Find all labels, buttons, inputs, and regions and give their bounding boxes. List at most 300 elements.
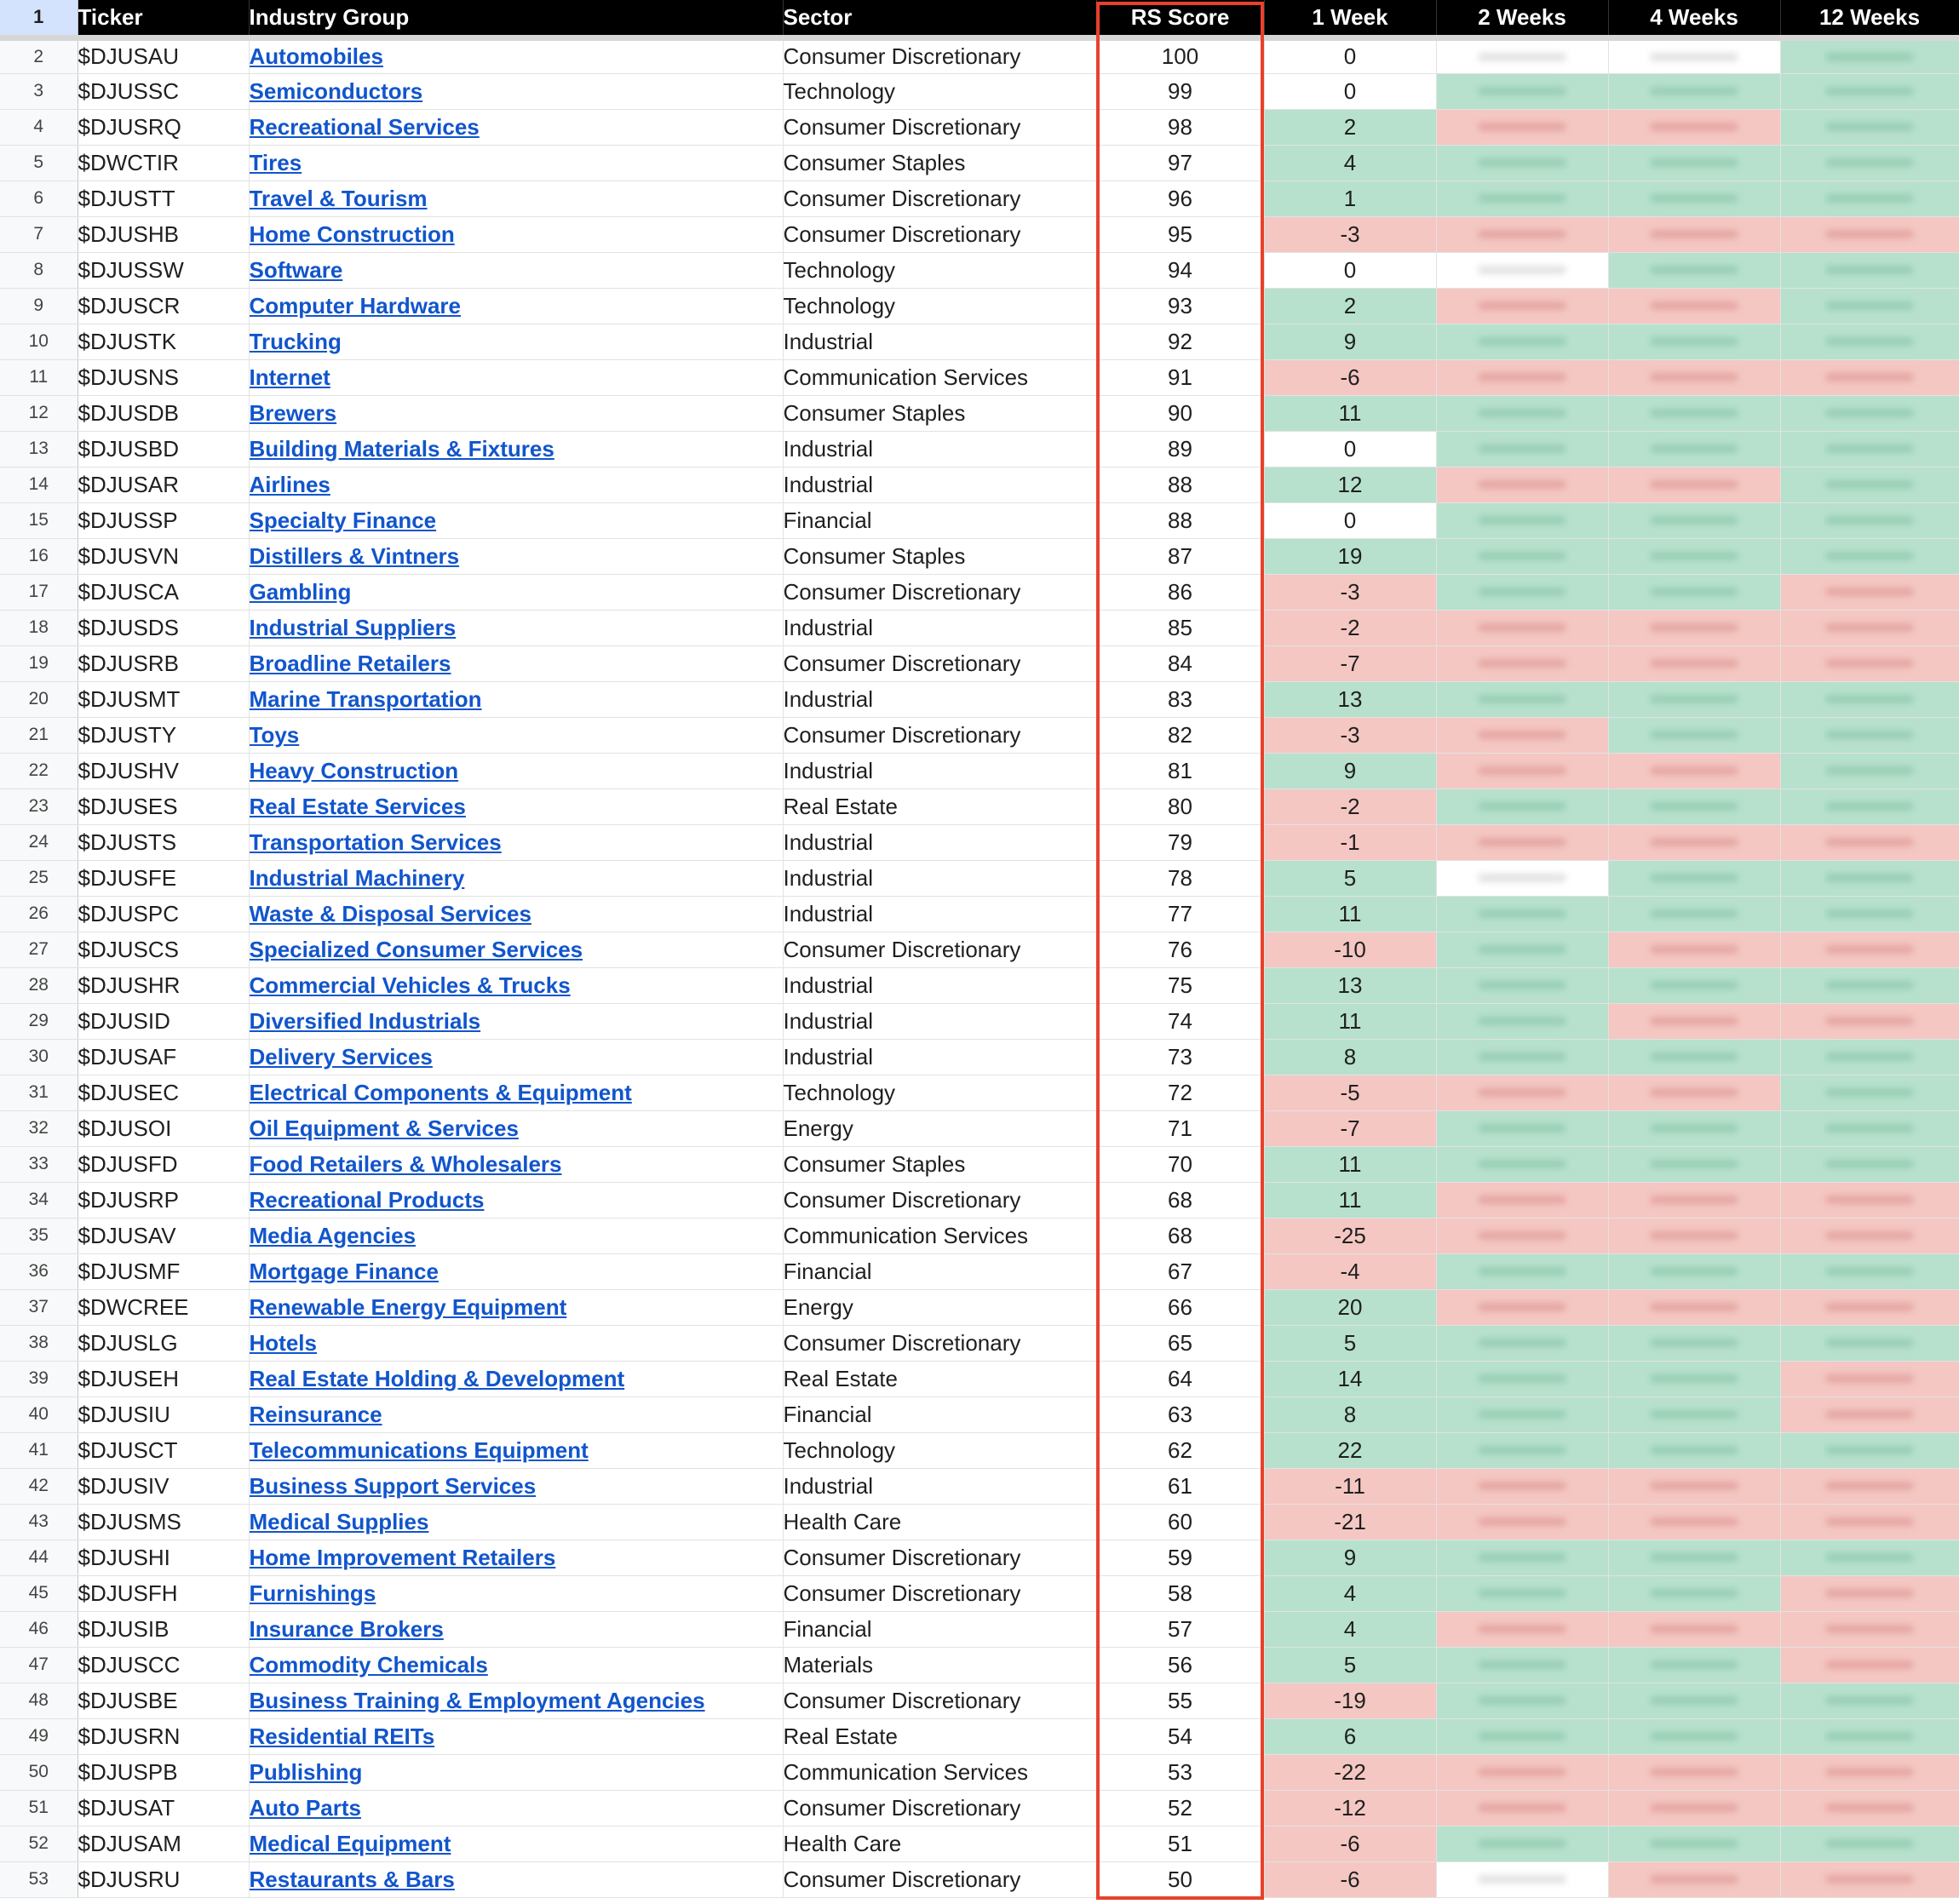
week12-change-cell[interactable] [1780,932,1959,967]
sector-cell[interactable]: Industrial [783,610,1096,645]
week4-change-cell[interactable] [1608,1396,1780,1432]
row-number[interactable]: 17 [0,574,78,610]
ticker-cell[interactable]: $DJUSAU [78,37,249,73]
ticker-cell[interactable]: $DJUSTK [78,324,249,359]
week12-change-cell[interactable] [1780,1218,1959,1253]
row-number[interactable]: 39 [0,1361,78,1396]
week4-change-cell[interactable] [1608,467,1780,502]
week4-change-cell[interactable] [1608,1253,1780,1289]
ticker-cell[interactable]: $DJUSMF [78,1253,249,1289]
week4-change-cell[interactable] [1608,1003,1780,1039]
week12-change-cell[interactable] [1780,1432,1959,1468]
week4-change-cell[interactable] [1608,967,1780,1003]
industry-group-cell[interactable] [249,1361,783,1396]
industry-group-link[interactable]: Broadline Retailers [249,650,451,676]
ticker-cell[interactable]: $DJUSAV [78,1218,249,1253]
ticker-cell[interactable]: $DJUSMT [78,681,249,717]
row-number[interactable]: 7 [0,216,78,252]
row-number[interactable]: 27 [0,932,78,967]
row-number[interactable]: 36 [0,1253,78,1289]
week1-change-cell[interactable]: -2 [1264,610,1436,645]
week12-change-cell[interactable] [1780,860,1959,896]
week2-change-cell[interactable] [1436,1110,1608,1146]
row-number[interactable]: 32 [0,1110,78,1146]
sector-cell[interactable]: Industrial [783,753,1096,789]
row-number[interactable]: 53 [0,1861,78,1897]
week4-change-cell[interactable] [1608,1075,1780,1110]
week1-change-cell[interactable]: -6 [1264,1861,1436,1897]
week1-change-cell[interactable]: -12 [1264,1790,1436,1826]
row-number[interactable]: 33 [0,1146,78,1182]
industry-group-link[interactable]: Commodity Chemicals [249,1651,488,1677]
row-number[interactable]: 5 [0,145,78,181]
industry-group-link[interactable]: Specialty Finance [249,507,437,533]
week2-change-cell[interactable] [1436,1754,1608,1790]
week12-change-cell[interactable] [1780,1396,1959,1432]
rs-score-cell[interactable]: 52 [1096,1790,1264,1826]
industry-group-link[interactable]: Home Improvement Retailers [249,1544,556,1570]
week4-change-cell[interactable] [1608,1790,1780,1826]
week1-change-cell[interactable]: 11 [1264,395,1436,431]
week12-change-cell[interactable] [1780,824,1959,860]
sector-cell[interactable]: Industrial [783,1039,1096,1075]
industry-group-link[interactable]: Industrial Machinery [249,864,465,891]
rs-score-header[interactable]: RS Score [1096,0,1264,37]
sector-cell[interactable]: Consumer Discretionary [783,717,1096,753]
week4-change-cell[interactable] [1608,359,1780,395]
week4-change-cell[interactable] [1608,789,1780,824]
rs-score-cell[interactable]: 91 [1096,359,1264,395]
rs-score-cell[interactable]: 59 [1096,1540,1264,1575]
ticker-cell[interactable]: $DJUSMS [78,1504,249,1540]
industry-group-link[interactable]: Commercial Vehicles & Trucks [249,972,571,998]
week4-change-cell[interactable] [1608,181,1780,216]
rs-score-cell[interactable]: 83 [1096,681,1264,717]
week4-change-cell[interactable] [1608,1468,1780,1504]
week1-change-cell[interactable]: 1 [1264,181,1436,216]
week2-change-cell[interactable] [1436,288,1608,324]
row-number[interactable]: 50 [0,1754,78,1790]
week1-change-cell[interactable]: 11 [1264,1182,1436,1218]
industry-group-link[interactable]: Insurance Brokers [249,1615,444,1642]
week1-change-cell[interactable]: 0 [1264,73,1436,109]
industry-group-cell[interactable] [249,860,783,896]
ticker-cell[interactable]: $DJUSFE [78,860,249,896]
week4-change-cell[interactable] [1608,1861,1780,1897]
week1-change-cell[interactable]: -6 [1264,1826,1436,1861]
week12-change-cell[interactable] [1780,1611,1959,1647]
industry-group-link[interactable]: Oil Equipment & Services [249,1115,519,1141]
rs-score-cell[interactable]: 65 [1096,1325,1264,1361]
industry-group-header[interactable]: Industry Group [249,0,783,37]
ticker-cell[interactable]: $DJUSCT [78,1432,249,1468]
week12-change-cell[interactable] [1780,1075,1959,1110]
rs-score-cell[interactable]: 88 [1096,467,1264,502]
sector-cell[interactable]: Consumer Discretionary [783,932,1096,967]
rs-score-cell[interactable]: 99 [1096,73,1264,109]
week2-change-cell[interactable] [1436,1003,1608,1039]
week12-change-cell[interactable] [1780,1683,1959,1718]
industry-group-cell[interactable] [249,932,783,967]
week4-change-cell[interactable] [1608,1039,1780,1075]
rs-score-cell[interactable]: 78 [1096,860,1264,896]
week1-change-cell[interactable]: 2 [1264,288,1436,324]
industry-group-link[interactable]: Media Agencies [249,1222,417,1248]
ticker-cell[interactable]: $DJUSHR [78,967,249,1003]
sector-cell[interactable]: Consumer Staples [783,1146,1096,1182]
week1-change-cell[interactable]: -7 [1264,645,1436,681]
ticker-cell[interactable]: $DJUSAM [78,1826,249,1861]
week2-change-cell[interactable] [1436,1826,1608,1861]
industry-group-link[interactable]: Airlines [249,471,330,497]
industry-group-cell[interactable] [249,574,783,610]
row-number[interactable]: 51 [0,1790,78,1826]
row-number[interactable]: 34 [0,1182,78,1218]
week4-change-cell[interactable] [1608,252,1780,288]
week1-change-cell[interactable]: 2 [1264,109,1436,145]
week4-change-cell[interactable] [1608,1683,1780,1718]
ticker-cell[interactable]: $DJUSCA [78,574,249,610]
week1-change-cell[interactable]: 0 [1264,431,1436,467]
week2-change-cell[interactable] [1436,181,1608,216]
sector-cell[interactable]: Consumer Discretionary [783,1325,1096,1361]
rs-score-cell[interactable]: 94 [1096,252,1264,288]
industry-group-link[interactable]: Restaurants & Bars [249,1866,455,1892]
ticker-cell[interactable]: $DJUSTS [78,824,249,860]
sector-cell[interactable]: Industrial [783,967,1096,1003]
industry-group-cell[interactable] [249,1718,783,1754]
row-number[interactable]: 35 [0,1218,78,1253]
ticker-cell[interactable]: $DJUSDS [78,610,249,645]
ticker-cell[interactable]: $DJUSFH [78,1575,249,1611]
week12-change-cell[interactable] [1780,395,1959,431]
industry-group-link[interactable]: Auto Parts [249,1794,361,1821]
sector-cell[interactable]: Energy [783,1289,1096,1325]
ticker-cell[interactable]: $DJUSID [78,1003,249,1039]
row-number[interactable]: 29 [0,1003,78,1039]
industry-group-cell[interactable] [249,1110,783,1146]
industry-group-cell[interactable] [249,1253,783,1289]
week1-change-cell[interactable]: 0 [1264,37,1436,73]
week2-change-cell[interactable] [1436,717,1608,753]
rs-score-cell[interactable]: 62 [1096,1432,1264,1468]
row-number[interactable]: 19 [0,645,78,681]
rs-score-cell[interactable]: 51 [1096,1826,1264,1861]
week4-change-cell[interactable] [1608,574,1780,610]
week1-change-cell[interactable]: 11 [1264,1146,1436,1182]
industry-group-cell[interactable] [249,824,783,860]
sector-cell[interactable]: Industrial [783,1003,1096,1039]
week4-change-cell[interactable] [1608,610,1780,645]
industry-group-cell[interactable] [249,359,783,395]
sector-cell[interactable]: Technology [783,288,1096,324]
week1-change-cell[interactable]: 20 [1264,1289,1436,1325]
week1-change-cell[interactable]: 12 [1264,467,1436,502]
sector-cell[interactable]: Consumer Staples [783,145,1096,181]
industry-group-link[interactable]: Computer Hardware [249,292,461,318]
row-number[interactable]: 31 [0,1075,78,1110]
sector-cell[interactable]: Consumer Staples [783,395,1096,431]
industry-group-cell[interactable] [249,1611,783,1647]
ticker-cell[interactable]: $DJUSCS [78,932,249,967]
week1-change-cell[interactable]: -25 [1264,1218,1436,1253]
week4-change-cell[interactable] [1608,1754,1780,1790]
row-number[interactable]: 42 [0,1468,78,1504]
sector-cell[interactable]: Industrial [783,431,1096,467]
week4-change-cell[interactable] [1608,1432,1780,1468]
ticker-cell[interactable]: $DWCTIR [78,145,249,181]
industry-group-cell[interactable] [249,395,783,431]
industry-group-link[interactable]: Real Estate Services [249,793,466,819]
week2-change-cell[interactable] [1436,1396,1608,1432]
sector-cell[interactable]: Financial [783,1253,1096,1289]
ticker-cell[interactable]: $DJUSES [78,789,249,824]
week1-change-cell[interactable]: -3 [1264,216,1436,252]
ticker-cell[interactable]: $DJUSLG [78,1325,249,1361]
ticker-cell[interactable]: $DJUSSW [78,252,249,288]
week1-change-cell[interactable]: -7 [1264,1110,1436,1146]
row-number[interactable]: 43 [0,1504,78,1540]
sector-cell[interactable]: Consumer Discretionary [783,1861,1096,1897]
industry-group-link[interactable]: Transportation Services [249,829,502,855]
week1-change-cell[interactable]: 5 [1264,1647,1436,1683]
rs-score-cell[interactable]: 73 [1096,1039,1264,1075]
sector-cell[interactable]: Consumer Discretionary [783,574,1096,610]
sector-cell[interactable]: Industrial [783,467,1096,502]
industry-group-link[interactable]: Specialized Consumer Services [249,936,583,962]
rs-score-cell[interactable]: 74 [1096,1003,1264,1039]
ticker-cell[interactable]: $DJUSNS [78,359,249,395]
industry-group-link[interactable]: Tires [249,149,302,175]
week2-change-cell[interactable] [1436,1718,1608,1754]
industry-group-cell[interactable] [249,789,783,824]
row-number[interactable]: 24 [0,824,78,860]
ticker-cell[interactable]: $DJUSRB [78,645,249,681]
row-number[interactable]: 21 [0,717,78,753]
ticker-cell[interactable]: $DJUSRQ [78,109,249,145]
sector-header[interactable]: Sector [783,0,1096,37]
industry-group-link[interactable]: Building Materials & Fixtures [249,435,554,462]
week1-change-cell[interactable]: 9 [1264,1540,1436,1575]
sector-cell[interactable]: Real Estate [783,1718,1096,1754]
week4-change-cell[interactable] [1608,1361,1780,1396]
week1-change-cell[interactable]: -21 [1264,1504,1436,1540]
week12-change-cell[interactable] [1780,753,1959,789]
ticker-cell[interactable]: $DJUSBE [78,1683,249,1718]
industry-group-cell[interactable] [249,538,783,574]
week1-change-cell[interactable]: 4 [1264,1575,1436,1611]
week2-change-cell[interactable] [1436,824,1608,860]
rs-score-cell[interactable]: 76 [1096,932,1264,967]
row-number[interactable]: 25 [0,860,78,896]
week1-change-cell[interactable]: 9 [1264,753,1436,789]
week12-change-cell[interactable] [1780,645,1959,681]
week4-change-cell[interactable] [1608,1218,1780,1253]
industry-group-link[interactable]: Telecommunications Equipment [249,1437,589,1463]
industry-group-link[interactable]: Business Training & Employment Agencies [249,1687,705,1713]
rs-score-cell[interactable]: 89 [1096,431,1264,467]
industry-group-cell[interactable] [249,502,783,538]
row-number[interactable]: 52 [0,1826,78,1861]
industry-group-link[interactable]: Distillers & Vintners [249,542,460,569]
row-number[interactable]: 23 [0,789,78,824]
industry-group-cell[interactable] [249,753,783,789]
week12-change-cell[interactable] [1780,1540,1959,1575]
industry-group-cell[interactable] [249,896,783,932]
week12-change-cell[interactable] [1780,359,1959,395]
rs-score-cell[interactable]: 72 [1096,1075,1264,1110]
week1-change-cell[interactable]: 9 [1264,324,1436,359]
week4-change-cell[interactable] [1608,824,1780,860]
ticker-cell[interactable]: $DJUSHI [78,1540,249,1575]
rs-score-cell[interactable]: 57 [1096,1611,1264,1647]
industry-group-cell[interactable] [249,1540,783,1575]
week1-change-cell[interactable]: 8 [1264,1396,1436,1432]
sector-cell[interactable]: Materials [783,1647,1096,1683]
ticker-cell[interactable]: $DJUSVN [78,538,249,574]
rs-score-cell[interactable]: 61 [1096,1468,1264,1504]
industry-group-link[interactable]: Semiconductors [249,77,423,104]
row-number[interactable]: 16 [0,538,78,574]
week1-change-cell[interactable]: 13 [1264,681,1436,717]
rs-score-cell[interactable]: 64 [1096,1361,1264,1396]
industry-group-cell[interactable] [249,1683,783,1718]
week4-change-cell[interactable] [1608,538,1780,574]
week2-change-cell[interactable] [1436,431,1608,467]
week2-change-cell[interactable] [1436,1361,1608,1396]
rs-score-cell[interactable]: 86 [1096,574,1264,610]
sector-cell[interactable]: Consumer Discretionary [783,109,1096,145]
week4-change-cell[interactable] [1608,288,1780,324]
row-number[interactable]: 3 [0,73,78,109]
rs-score-cell[interactable]: 95 [1096,216,1264,252]
rs-score-cell[interactable]: 67 [1096,1253,1264,1289]
row-number[interactable]: 47 [0,1647,78,1683]
week12-change-cell[interactable] [1780,73,1959,109]
week12-change-cell[interactable] [1780,717,1959,753]
week12-change-cell[interactable] [1780,1289,1959,1325]
week4-change-cell[interactable] [1608,1826,1780,1861]
row-number[interactable]: 20 [0,681,78,717]
industry-group-cell[interactable] [249,1432,783,1468]
week4-change-cell[interactable] [1608,1718,1780,1754]
industry-group-cell[interactable] [249,610,783,645]
week4-change-cell[interactable] [1608,717,1780,753]
ticker-cell[interactable]: $DJUSAT [78,1790,249,1826]
week4-change-cell[interactable] [1608,145,1780,181]
row-number[interactable]: 4 [0,109,78,145]
industry-group-cell[interactable] [249,109,783,145]
industry-group-cell[interactable] [249,1754,783,1790]
industry-group-link[interactable]: Toys [249,721,300,748]
sector-cell[interactable]: Financial [783,1396,1096,1432]
week1-change-cell[interactable]: 11 [1264,1003,1436,1039]
week2-change-cell[interactable] [1436,1075,1608,1110]
row-number[interactable]: 8 [0,252,78,288]
ticker-cell[interactable]: $DJUSAF [78,1039,249,1075]
rs-score-cell[interactable]: 63 [1096,1396,1264,1432]
ticker-cell[interactable]: $DJUSPB [78,1754,249,1790]
week4-header[interactable]: 4 Weeks [1608,0,1780,37]
week1-change-cell[interactable]: -1 [1264,824,1436,860]
row-number[interactable]: 14 [0,467,78,502]
sector-cell[interactable]: Technology [783,1075,1096,1110]
week1-change-cell[interactable]: -19 [1264,1683,1436,1718]
sector-cell[interactable]: Industrial [783,896,1096,932]
week4-change-cell[interactable] [1608,1647,1780,1683]
week4-change-cell[interactable] [1608,1110,1780,1146]
week2-change-cell[interactable] [1436,896,1608,932]
rs-score-cell[interactable]: 71 [1096,1110,1264,1146]
industry-group-cell[interactable] [249,645,783,681]
week4-change-cell[interactable] [1608,932,1780,967]
ticker-cell[interactable]: $DJUSTT [78,181,249,216]
week1-change-cell[interactable]: -10 [1264,932,1436,967]
week2-change-cell[interactable] [1436,538,1608,574]
industry-group-link[interactable]: Automobiles [249,43,383,69]
industry-group-cell[interactable] [249,1861,783,1897]
industry-group-link[interactable]: Renewable Energy Equipment [249,1293,567,1320]
sector-cell[interactable]: Industrial [783,324,1096,359]
week12-change-cell[interactable] [1780,145,1959,181]
industry-group-cell[interactable] [249,1075,783,1110]
ticker-cell[interactable]: $DJUSEH [78,1361,249,1396]
week2-change-cell[interactable] [1436,1611,1608,1647]
row-number[interactable]: 30 [0,1039,78,1075]
rs-score-cell[interactable]: 50 [1096,1861,1264,1897]
rs-score-cell[interactable]: 82 [1096,717,1264,753]
week4-change-cell[interactable] [1608,431,1780,467]
week2-change-cell[interactable] [1436,1182,1608,1218]
industry-group-link[interactable]: Food Retailers & Wholesalers [249,1150,562,1177]
week2-change-cell[interactable] [1436,1790,1608,1826]
week4-change-cell[interactable] [1608,1611,1780,1647]
week4-change-cell[interactable] [1608,1325,1780,1361]
rs-score-cell[interactable]: 53 [1096,1754,1264,1790]
ticker-cell[interactable]: $DJUSDB [78,395,249,431]
week1-change-cell[interactable]: -4 [1264,1253,1436,1289]
sector-cell[interactable]: Technology [783,73,1096,109]
week4-change-cell[interactable] [1608,1540,1780,1575]
row-number[interactable]: 40 [0,1396,78,1432]
industry-group-cell[interactable] [249,1182,783,1218]
week2-change-cell[interactable] [1436,359,1608,395]
rs-score-cell[interactable]: 79 [1096,824,1264,860]
industry-group-link[interactable]: Recreational Services [249,113,480,140]
week2-change-cell[interactable] [1436,860,1608,896]
industry-group-cell[interactable] [249,145,783,181]
week1-change-cell[interactable]: -3 [1264,574,1436,610]
ticker-cell[interactable]: $DJUSIV [78,1468,249,1504]
industry-group-link[interactable]: Delivery Services [249,1043,433,1070]
industry-group-cell[interactable] [249,431,783,467]
sector-cell[interactable]: Health Care [783,1826,1096,1861]
row-number[interactable]: 2 [0,37,78,73]
ticker-header[interactable]: Ticker [78,0,249,37]
industry-group-cell[interactable] [249,181,783,216]
ticker-cell[interactable]: $DJUSSC [78,73,249,109]
rs-score-cell[interactable]: 93 [1096,288,1264,324]
industry-group-cell[interactable] [249,1647,783,1683]
industry-group-link[interactable]: Waste & Disposal Services [249,900,531,926]
industry-group-cell[interactable] [249,717,783,753]
week2-change-cell[interactable] [1436,1861,1608,1897]
row-number[interactable]: 22 [0,753,78,789]
rs-score-cell[interactable]: 75 [1096,967,1264,1003]
week2-change-cell[interactable] [1436,681,1608,717]
week2-change-cell[interactable] [1436,574,1608,610]
week2-change-cell[interactable] [1436,467,1608,502]
